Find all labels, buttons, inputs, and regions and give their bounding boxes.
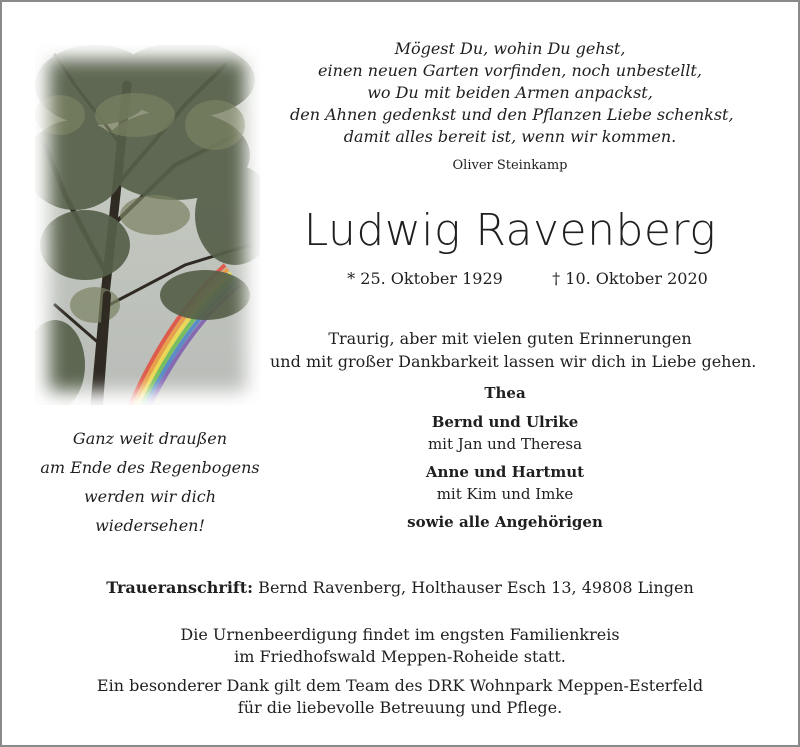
mourning-address bbox=[60, 578, 740, 597]
side-quote-line: am Ende des Regenbogens bbox=[40, 458, 260, 477]
side-quote-line: werden wir dich bbox=[83, 487, 217, 506]
family-group1-names: Bernd und Ulrike bbox=[431, 413, 579, 431]
funeral-info bbox=[60, 624, 740, 668]
family-closing: sowie alle Angehörigen bbox=[407, 513, 603, 531]
side-quote-line: wiedersehen! bbox=[95, 516, 205, 535]
family-group2-children: mit Kim und Imke bbox=[436, 485, 574, 503]
poem-line: einen neuen Garten vorfinden, noch unbestellt, bbox=[318, 61, 702, 80]
thanks-line: für die liebevolle Betreuung und Pflege. bbox=[237, 698, 563, 717]
funeral-line: im Friedhofswald Meppen-Roheide statt. bbox=[234, 647, 566, 666]
message-line: Traurig, aber mit vielen guten Erinnerungen bbox=[328, 329, 692, 348]
thanks-note bbox=[60, 675, 740, 719]
address-label: Traueranschrift: bbox=[106, 578, 254, 597]
poem-line: wo Du mit beiden Armen anpackst, bbox=[367, 83, 653, 102]
funeral-line: Die Urnenbeerdigung findet im engsten Familienkreis bbox=[180, 625, 620, 644]
birth-date: * 25. Oktober 1929 bbox=[347, 269, 503, 288]
poem-author: Oliver Steinkamp bbox=[452, 158, 568, 173]
family-group1-children: mit Jan und Theresa bbox=[427, 435, 583, 453]
family-group2-names: Anne und Hartmut bbox=[425, 463, 585, 481]
message-line: und mit großer Dankbarkeit lassen wir dich in Liebe gehen. bbox=[270, 352, 757, 371]
address-text: Bernd Ravenberg, Holthauser Esch 13, 49808 Lingen bbox=[253, 578, 694, 597]
side-quote bbox=[25, 424, 275, 540]
thanks-line: Ein besonderer Dank gilt dem Team des DRK Wohnpark Meppen-Esterfeld bbox=[96, 676, 704, 695]
side-quote-line: Ganz weit draußen bbox=[72, 429, 228, 448]
death-date: † 10. Oktober 2020 bbox=[552, 269, 708, 288]
farewell-message bbox=[270, 327, 757, 373]
tree-rainbow-photo bbox=[35, 45, 260, 405]
poem-line: damit alles bereit ist, wenn wir kommen. bbox=[343, 127, 677, 146]
poem-line: den Ahnen gedenkst und den Pflanzen Liebe schenkst, bbox=[290, 105, 734, 124]
poem bbox=[290, 38, 734, 148]
deceased-name: Ludwig Ravenberg bbox=[303, 205, 717, 256]
poem-line: Mögest Du, wohin Du gehst, bbox=[394, 39, 626, 58]
family-first: Thea bbox=[484, 384, 526, 402]
